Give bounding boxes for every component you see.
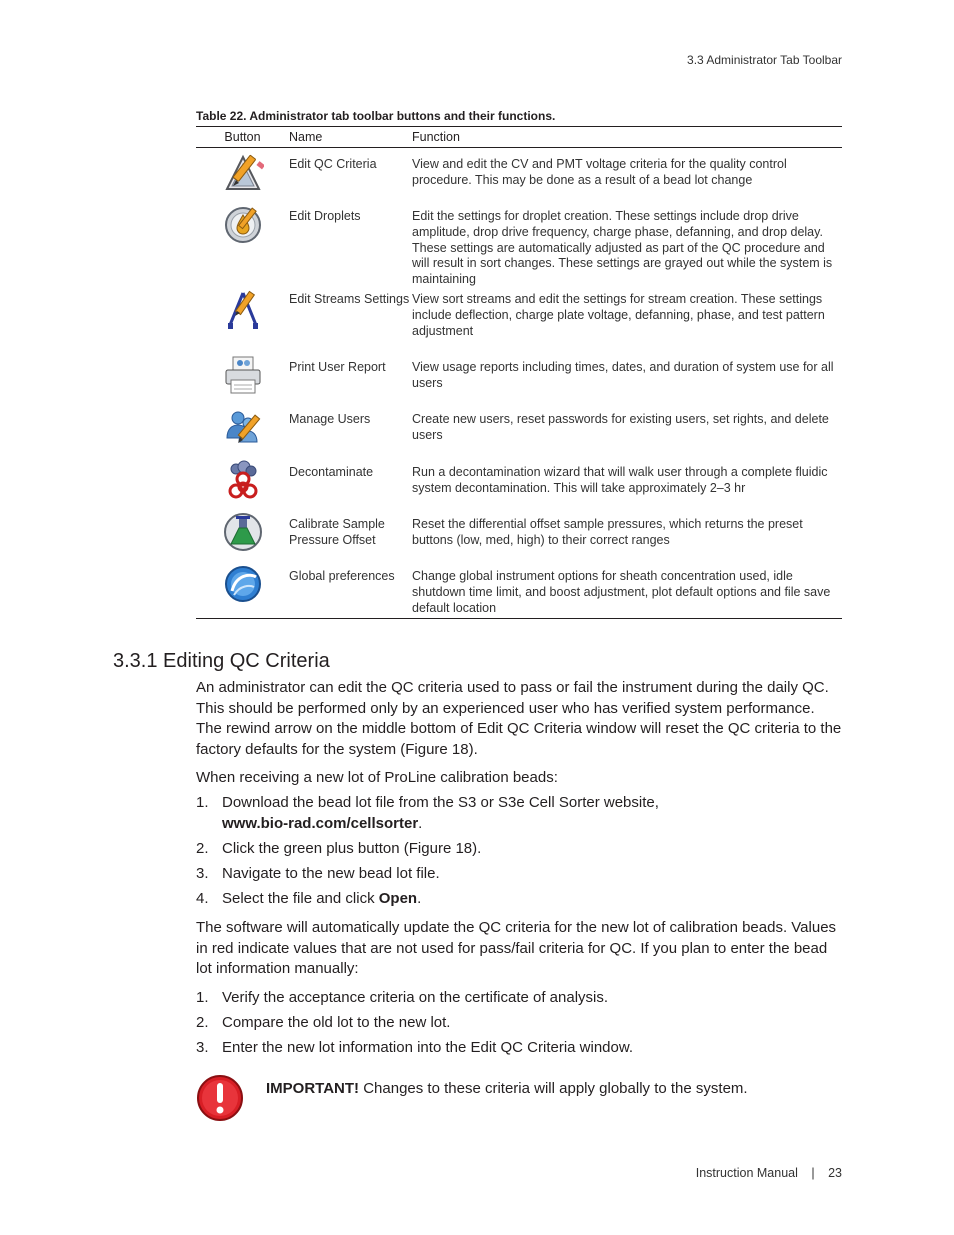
printer-icon — [222, 354, 264, 396]
list-item — [196, 889, 844, 910]
droplet-dial-icon — [222, 203, 264, 245]
list-item — [196, 839, 844, 860]
row-name: Global preferences — [289, 569, 395, 583]
table-caption: Table 22. Administrator tab toolbar buttons and their functions. — [196, 109, 556, 123]
list-text: Verify the acceptance criteria on the certificate of analysis. — [222, 989, 609, 1006]
numbered-list — [196, 988, 844, 1063]
column-header-name: Name — [289, 130, 323, 144]
streams-pencil-icon — [222, 286, 264, 334]
row-name: Edit Streams Settings — [289, 292, 410, 306]
table-row — [196, 560, 842, 618]
list-text: Enter the new lot information into the Edit QC Criteria window. — [222, 1039, 634, 1056]
table-row — [196, 403, 842, 456]
paragraph: The software will automatically update the QC criteria for the new lot of calibration beads. Values in red indicate values that are not used for pass/fail criteria for QC. If you plan to enter the bead lot information manually: — [196, 919, 837, 977]
row-name: Calibrate Sample Pressure Offset — [289, 517, 385, 547]
row-name: Manage Users — [289, 412, 371, 426]
table-row — [196, 200, 842, 287]
table-header-row — [196, 127, 842, 148]
list-text: Download the bead lot file from the S3 or S3e Cell Sorter website, — [222, 794, 659, 811]
list-number: 2. — [196, 1014, 209, 1031]
list-number: 2. — [196, 839, 209, 857]
row-function: View and edit the CV and PMT voltage criteria for the quality control procedure. This may be done as a result of a bead lot change — [412, 157, 787, 187]
row-function: Edit the settings for droplet creation. These settings include drop drive amplitude, drop drive frequency, charge phase, defanning, and drop delay. These settings are automatically adjusted as part of the QC procedure and will result in sort changes. These settings are grayed out while the system is maintaining — [412, 209, 833, 287]
list-text: Compare the old lot to the new lot. — [222, 1014, 451, 1031]
row-name: Print User Report — [289, 360, 386, 374]
table-row — [196, 148, 842, 200]
column-header-button: Button — [224, 130, 261, 144]
row-name: Edit QC Criteria — [289, 157, 377, 171]
list-text-after: . — [417, 889, 422, 907]
footer-separator: | — [811, 1166, 815, 1180]
open-label: Open — [378, 889, 418, 907]
footer-manual: Instruction Manual — [695, 1166, 798, 1180]
list-item — [196, 864, 844, 885]
list-number: 4. — [196, 889, 209, 907]
column-header-function: Function — [412, 130, 460, 144]
pressure-flask-icon — [222, 511, 264, 553]
running-head: 3.3 Administrator Tab Toolbar — [687, 53, 842, 67]
table-row — [196, 351, 842, 403]
page-footer — [696, 1166, 842, 1180]
list-text: Navigate to the new bead lot file. — [222, 864, 440, 882]
list-item — [196, 793, 844, 834]
row-function: View usage reports including times, dates, and duration of system use for all users — [412, 360, 834, 390]
globe-preferences-icon — [222, 563, 264, 605]
list-number: 1. — [196, 989, 209, 1006]
list-number: 3. — [196, 864, 209, 882]
page-number: 23 — [828, 1166, 842, 1180]
users-pencil-icon — [222, 406, 264, 448]
row-function: Reset the differential offset sample pressures, which returns the preset buttons (low, med, high) to their correct ranges — [412, 517, 803, 547]
row-function: View sort streams and edit the settings for stream creation. These settings include deflection, charge plate voltage, defanning, phase, and test pattern adjustment — [412, 292, 825, 338]
row-function: Run a decontamination wizard that will walk user through a complete fluidic system decontamination. This will take approximately 2–3 hr — [412, 465, 828, 495]
biohazard-icon — [222, 459, 264, 501]
pencil-triangle-icon — [222, 151, 264, 193]
warning-icon — [196, 1074, 244, 1122]
list-text: Click the green plus button (Figure 18). — [222, 839, 482, 857]
list-number: 3. — [196, 1039, 209, 1056]
paragraph: When receiving a new lot of ProLine calibration beads: — [196, 769, 558, 786]
table-row — [196, 283, 842, 351]
toolbar-table — [196, 126, 842, 619]
important-text: Changes to these criteria will apply globally to the system. — [359, 1080, 748, 1097]
row-function: Change global instrument options for sheath concentration used, idle shutdown time limit, and boost adjustment, plot default options and file save default location — [412, 569, 831, 615]
numbered-list — [196, 793, 844, 914]
list-item — [196, 1038, 844, 1059]
section-title: 3.3.1 Editing QC Criteria — [113, 650, 330, 672]
list-item — [196, 988, 844, 1009]
list-number: 1. — [196, 794, 209, 811]
row-name: Edit Droplets — [289, 209, 361, 223]
important-label: IMPORTANT! — [266, 1080, 360, 1097]
list-text: Select the file and click — [222, 889, 379, 907]
website-link[interactable]: www.bio-rad.com/cellsorter — [222, 814, 419, 832]
row-name: Decontaminate — [289, 465, 374, 479]
row-function: Create new users, reset passwords for existing users, set rights, and delete users — [412, 412, 829, 442]
paragraph: An administrator can edit the QC criteria used to pass or fail the instrument during the daily QC. This should be performed only by an experienced user who has verified system performance. The rewind arrow on the middle bottom of Edit QC Criteria window will reset the QC criteria to the factory defaults for the system (Figure 18). — [196, 679, 842, 758]
important-note — [196, 1074, 748, 1122]
list-text-after: . — [418, 814, 423, 832]
list-item — [196, 1013, 844, 1034]
table-row — [196, 456, 842, 508]
table-row — [196, 508, 842, 560]
